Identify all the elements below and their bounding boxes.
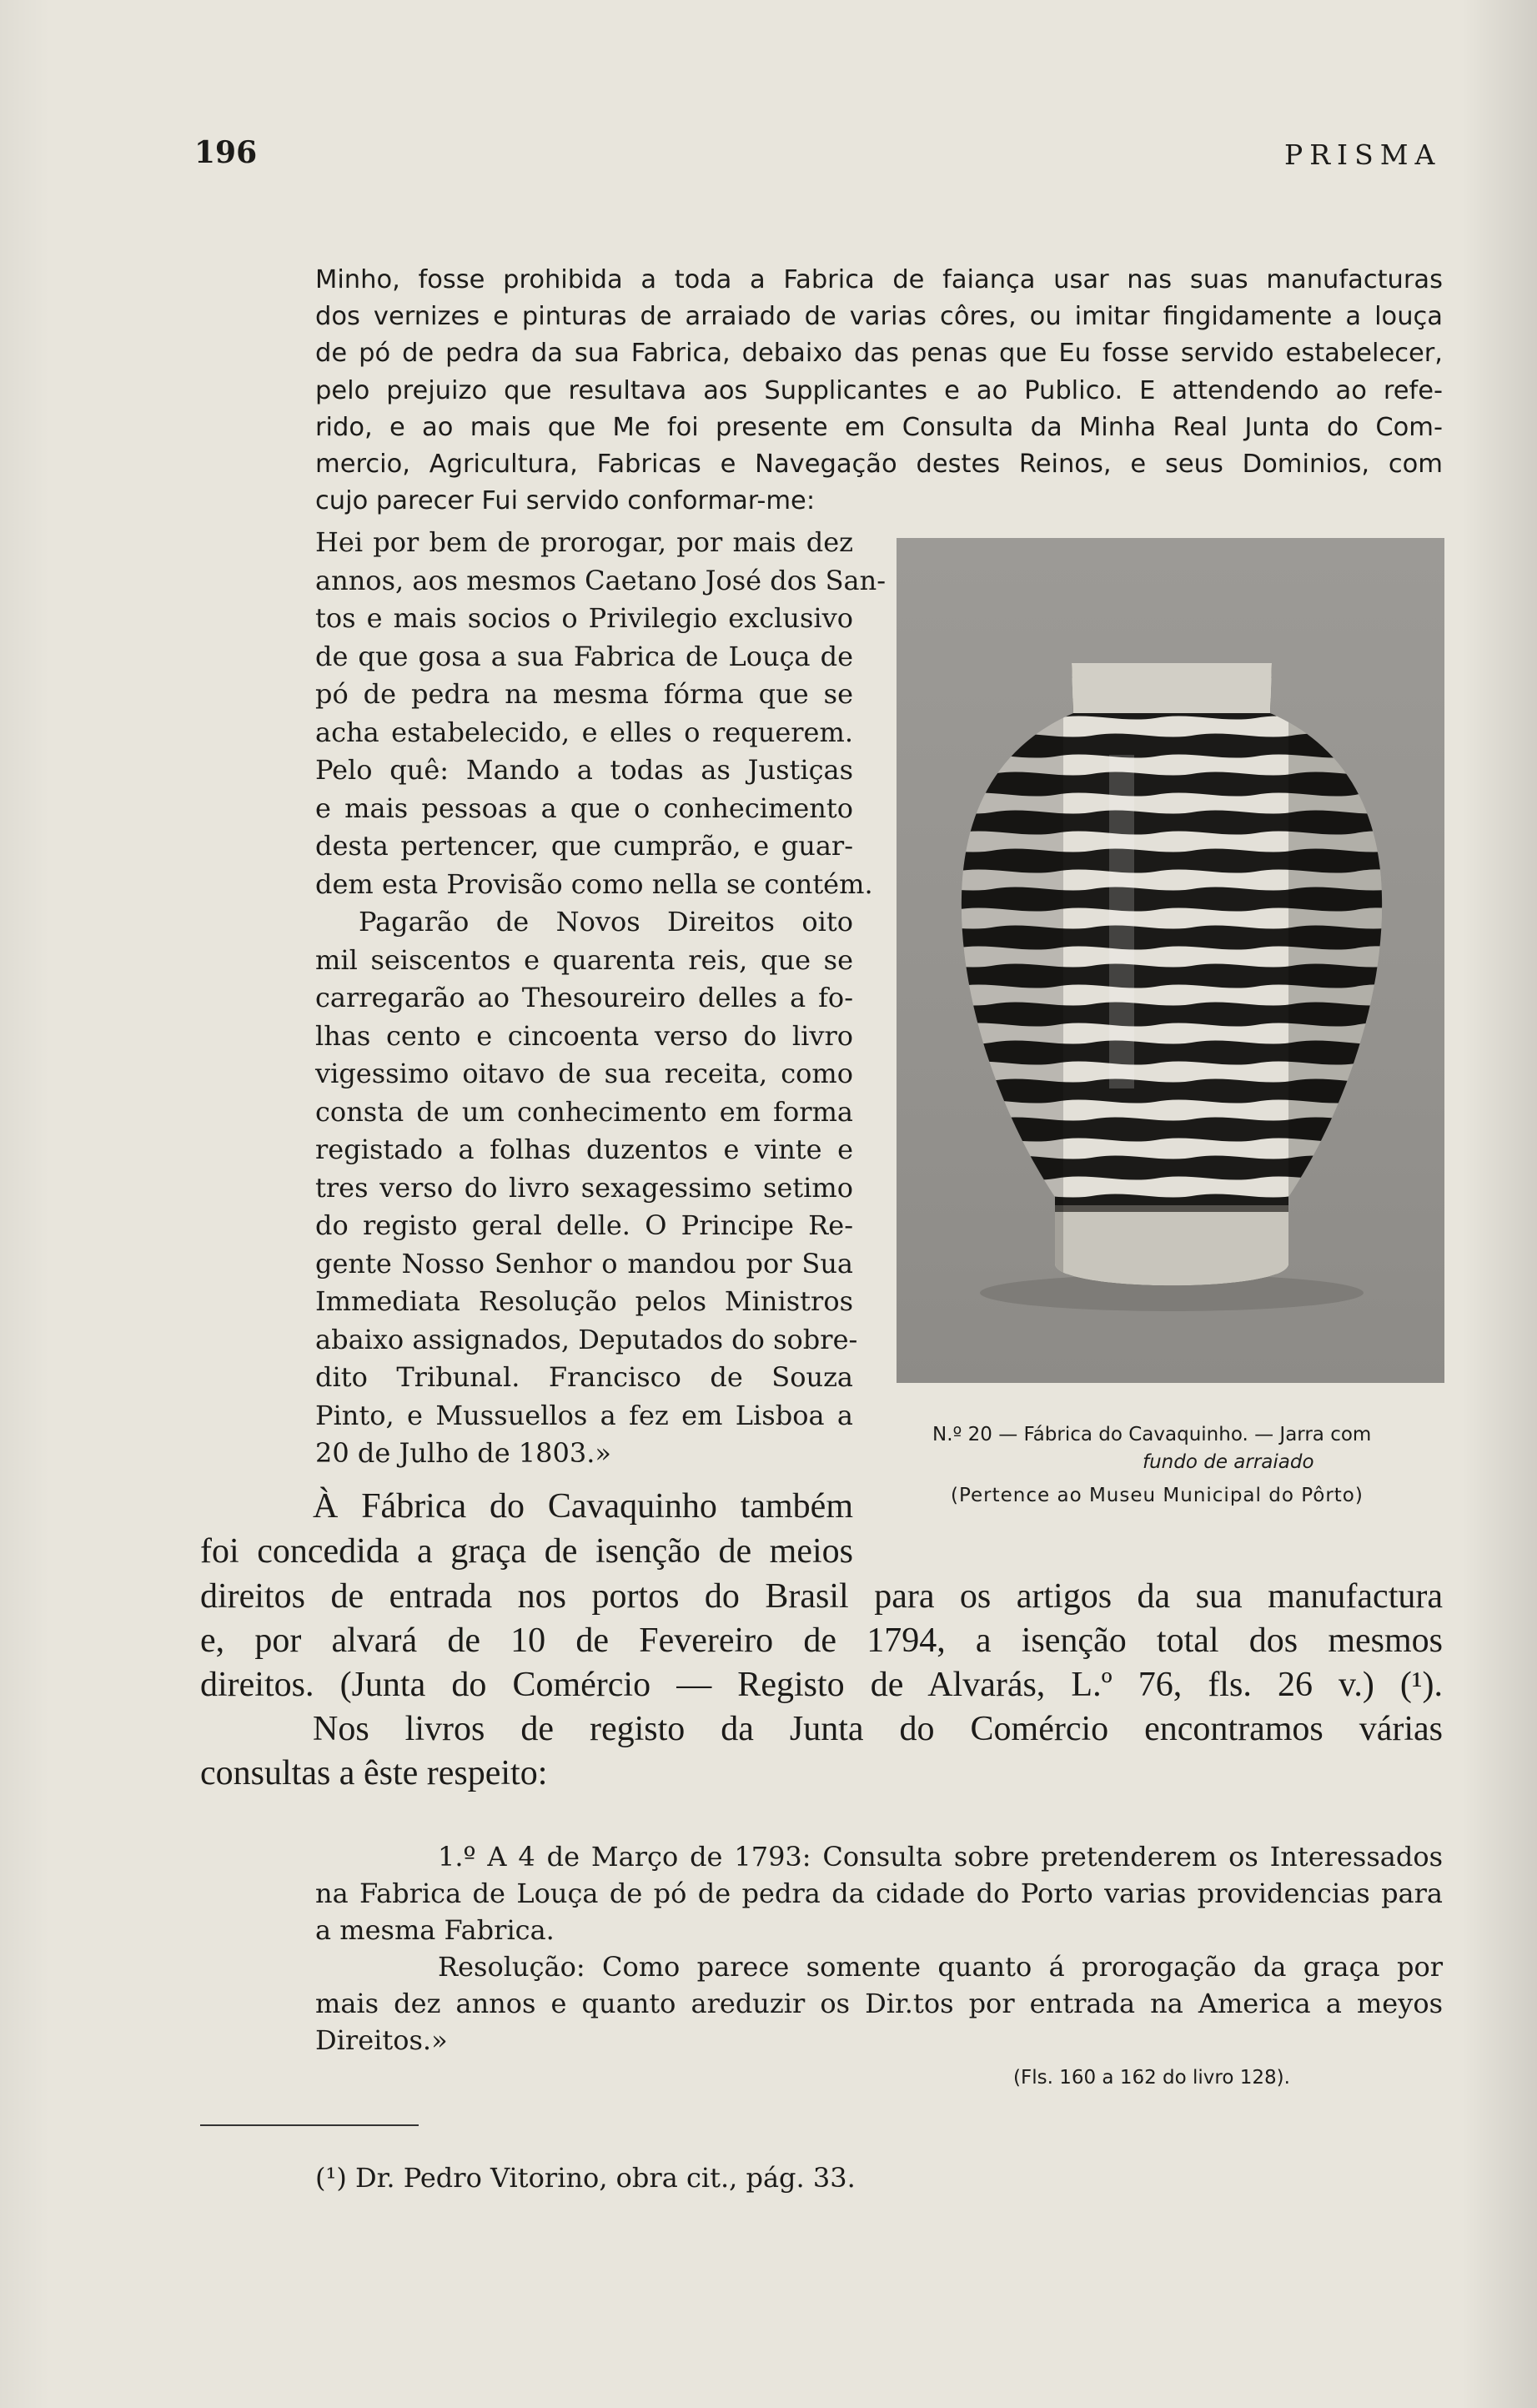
text-line: consultas a êste respeito: xyxy=(200,1754,548,1792)
text-line: registado a folhas duzentos e vinte e xyxy=(315,1134,853,1165)
text-line: pelo prejuizo que resultava aos Supplicantes e ao Publico. E attendendo ao refe- xyxy=(315,376,1443,405)
text-line: Pagarão de Novos Direitos oito xyxy=(359,906,853,938)
text-line: mais dez annos e quanto areduzir os Dir.tos por entrada na America a meyos xyxy=(315,1988,1443,2019)
text-line: direitos de entrada nos portos do Brasil para os artigos da sua manufactura xyxy=(200,1577,1443,1616)
text-line: dos vernizes e pinturas de arraiado de varias côres, ou imitar fingidamente a louça xyxy=(315,302,1443,331)
text-line: mercio, Agricultura, Fabricas e Navegação destes Reinos, e seus Dominios, com xyxy=(315,450,1443,479)
text-line: Minho, fosse prohibida a toda a Fabrica de faiança usar nas suas manufacturas xyxy=(315,265,1443,294)
text-line: direitos. (Junta do Comércio — Registo de Alvarás, L.º 76, fls. 26 v.) (¹). xyxy=(200,1666,1443,1704)
photo-caption-line1: N.º 20 — Fábrica do Cavaquinho. — Jarra com xyxy=(932,1424,1372,1445)
text-line: tos e mais socios o Privilegio exclusivo xyxy=(315,602,853,634)
jar-photograph xyxy=(897,538,1444,1383)
text-line: Hei por bem de prorogar, por mais dez xyxy=(315,526,853,558)
text-line: do registo geral delle. O Principe Re- xyxy=(315,1209,853,1241)
text-line: consta de um conhecimento em forma xyxy=(315,1096,853,1128)
text-line: desta pertencer, que cumprão, e guar- xyxy=(315,830,853,862)
text-line: Pelo quê: Mando a todas as Justiças xyxy=(315,754,853,786)
text-line: e mais pessoas a que o conhecimento xyxy=(315,792,853,824)
text-line: abaixo assignados, Deputados do sobre- xyxy=(315,1324,858,1355)
text-line: acha estabelecido, e elles o requerem. xyxy=(315,716,853,748)
photo-caption-source: (Pertence ao Museu Municipal do Pôrto) xyxy=(951,1485,1364,1506)
text-line: gente Nosso Senhor o mandou por Sua xyxy=(315,1248,853,1279)
running-title: PRISMA xyxy=(1284,138,1442,171)
footnote: (¹) Dr. Pedro Vitorino, obra cit., pág. 33. xyxy=(315,2162,856,2194)
text-line: pó de pedra na mesma fórma que se xyxy=(315,678,853,710)
jar-illustration xyxy=(897,538,1444,1383)
text-line: rido, e ao mais que Me foi presente em Consulta da Minha Real Junta do Com- xyxy=(315,413,1443,442)
text-line: carregarão ao Thesoureiro delles a fo- xyxy=(315,982,853,1013)
text-line: À Fábrica do Cavaquinho também xyxy=(313,1487,853,1526)
text-line: na Fabrica de Louça de pó de pedra da cidade do Porto varias providencias para xyxy=(315,1878,1443,1909)
text-line: 1.º A 4 de Março de 1793: Consulta sobre pretenderem os Interessados xyxy=(438,1841,1443,1873)
text-line: vigessimo oitavo de sua receita, como xyxy=(315,1058,853,1089)
text-line: dem esta Provisão como nella se contém. xyxy=(315,868,873,900)
text-line: mil seiscentos e quarenta reis, que se xyxy=(315,944,853,976)
text-line: lhas cento e cincoenta verso do livro xyxy=(315,1020,853,1052)
text-line: Immediata Resolução pelos Ministros xyxy=(315,1285,853,1317)
source-reference: (Fls. 160 a 162 do livro 128). xyxy=(1013,2067,1290,2089)
text-line: tres verso do livro sexagessimo setimo xyxy=(315,1172,853,1204)
text-line: foi concedida a graça de isenção de meios xyxy=(200,1532,853,1571)
text-line: Nos livros de registo da Junta do Comércio encontramos várias xyxy=(313,1710,1443,1748)
text-line: e, por alvará de 10 de Fevereiro de 1794, a isenção total dos mesmos xyxy=(200,1621,1443,1660)
text-line: Direitos.» xyxy=(315,2024,448,2056)
footnote-divider xyxy=(200,2124,419,2126)
text-line: Resolução: Como parece somente quanto á prorogação da graça por xyxy=(438,1951,1443,1983)
text-line: Pinto, e Mussuellos a fez em Lisboa a xyxy=(315,1400,853,1431)
text-line: de que gosa a sua Fabrica de Louça de xyxy=(315,641,853,672)
text-line: de pó de pedra da sua Fabrica, debaixo das penas que Eu fosse servido estabelecer, xyxy=(315,339,1443,368)
text-line: annos, aos mesmos Caetano José dos San- xyxy=(315,565,887,596)
text-line: 20 de Julho de 1803.» xyxy=(315,1437,611,1469)
text-line: a mesma Fabrica. xyxy=(315,1914,555,1946)
photo-caption-line2: fundo de arraiado xyxy=(1143,1451,1314,1473)
page-number: 196 xyxy=(194,135,258,170)
text-line: cujo parecer Fui servido conformar-me: xyxy=(315,486,816,515)
text-line: dito Tribunal. Francisco de Souza xyxy=(315,1361,853,1393)
